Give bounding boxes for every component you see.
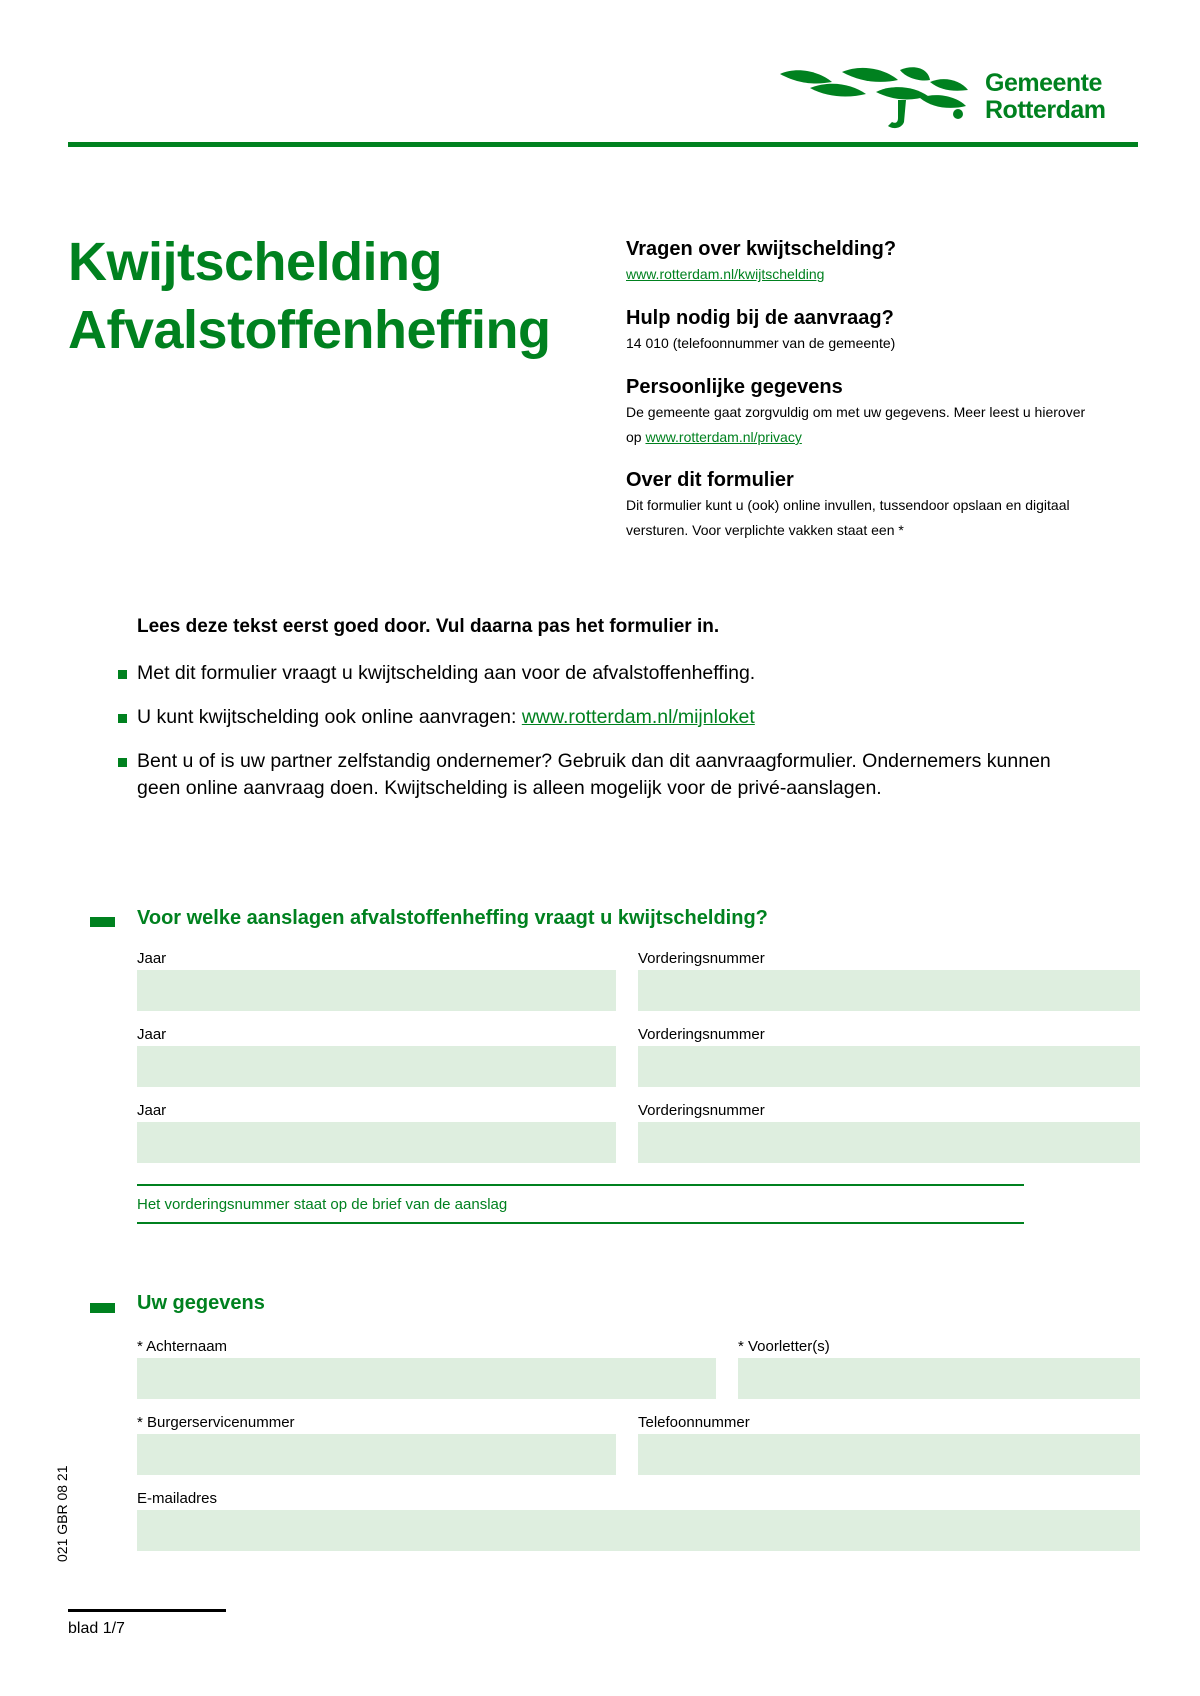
initials-field[interactable]: [738, 1358, 1140, 1399]
note-divider-top: [137, 1184, 1024, 1186]
info-questions: [626, 236, 1096, 287]
section-title-assessments: Voor welke aanslagen afvalstoffenheffing vraagt u kwijtschelding?: [137, 907, 768, 929]
claim-number-label: Vorderingsnummer: [638, 950, 765, 967]
info-heading-form: Over dit formulier: [626, 469, 794, 491]
claim-number-label: Vorderingsnummer: [638, 1102, 765, 1119]
title-line-2: Afvalstoffenheffing: [68, 300, 551, 360]
claim-number-note: Het vorderingsnummer staat op de brief van de aanslag: [137, 1196, 508, 1213]
list-item: [118, 748, 1078, 802]
phone-field[interactable]: [638, 1434, 1140, 1475]
intro-heading: Lees deze tekst eerst goed door. Vul daarna pas het formulier in.: [137, 616, 720, 637]
info-heading-privacy: Persoonlijke gegevens: [626, 376, 843, 398]
logo-line-1: Gemeente: [985, 69, 1102, 97]
initials-label: * Voorletter(s): [738, 1338, 830, 1355]
list-item: [118, 704, 1078, 731]
year-field[interactable]: [137, 1122, 616, 1163]
year-label: Jaar: [137, 950, 167, 967]
email-field[interactable]: [137, 1510, 1140, 1551]
title-line-1: Kwijtschelding: [68, 232, 443, 292]
bullet-text: Bent u of is uw partner zelfstandig ondernemer? Gebruik dan dit aanvraagformulier. Ondernemers kunnen geen online aanvraag doen. Kwijtschelding is alleen mogelijk voor de privé-aanslagen.: [137, 750, 1051, 799]
section-marker-icon: [90, 917, 115, 927]
info-heading-questions: Vragen over kwijtschelding?: [626, 238, 897, 260]
surname-field[interactable]: [137, 1358, 716, 1399]
section-title-personal-details: Uw gegevens: [137, 1292, 265, 1314]
info-phone-text: 14 010 (telefoonnummer van de gemeente): [626, 335, 896, 351]
info-form-text: Dit formulier kunt u (ook) online invullen, tussendoor opslaan en digitaal versturen. Voor verplichte vakken staat een *: [626, 497, 1070, 538]
bullet-square-icon: [118, 670, 127, 679]
info-privacy-text: [626, 400, 1096, 450]
info-heading-help: Hulp nodig bij de aanvraag?: [626, 307, 894, 329]
header-divider: [68, 142, 1138, 147]
logo-wordmark: [985, 70, 1106, 124]
bullet-text: U kunt kwijtschelding ook online aanvragen:: [137, 706, 522, 728]
note-divider-bottom: [137, 1222, 1024, 1224]
intro-bullet-list: [118, 660, 1078, 819]
bsn-field[interactable]: [137, 1434, 616, 1475]
claim-number-label: Vorderingsnummer: [638, 1026, 765, 1043]
kwijtschelding-link[interactable]: www.rotterdam.nl/kwijtschelding: [626, 266, 825, 282]
page-title: [68, 228, 551, 364]
year-label: Jaar: [137, 1102, 167, 1119]
bullet-square-icon: [118, 714, 127, 723]
mijnloket-link[interactable]: www.rotterdam.nl/mijnloket: [521, 706, 755, 728]
claim-number-field[interactable]: [638, 970, 1140, 1011]
footer-divider: [68, 1609, 226, 1612]
bullet-text: Met dit formulier vraagt u kwijtschelding aan voor de afvalstoffenheffing.: [137, 662, 756, 684]
phone-label: Telefoonnummer: [638, 1414, 750, 1431]
form-code: 021 GBR 08 21: [54, 1465, 70, 1562]
info-form: [626, 467, 1096, 543]
info-help: [626, 305, 1096, 356]
bullet-square-icon: [118, 758, 127, 767]
list-item: [118, 660, 1078, 687]
year-label: Jaar: [137, 1026, 167, 1043]
year-field[interactable]: [137, 1046, 616, 1087]
privacy-link[interactable]: www.rotterdam.nl/privacy: [645, 429, 802, 445]
privacy-text: De gemeente gaat zorgvuldig om met uw gegevens. Meer leest u hierover op: [626, 404, 1086, 445]
email-label: E-mailadres: [137, 1490, 218, 1507]
year-field[interactable]: [137, 970, 616, 1011]
surname-label: * Achternaam: [137, 1338, 228, 1355]
claim-number-field[interactable]: [638, 1122, 1140, 1163]
claim-number-field[interactable]: [638, 1046, 1140, 1087]
info-privacy: [626, 374, 1096, 450]
page-number: blad 1/7: [68, 1620, 125, 1637]
bsn-label: * Burgerservicenummer: [137, 1414, 295, 1431]
logo-line-2: Rotterdam: [985, 96, 1106, 124]
section-marker-icon: [90, 1303, 115, 1313]
